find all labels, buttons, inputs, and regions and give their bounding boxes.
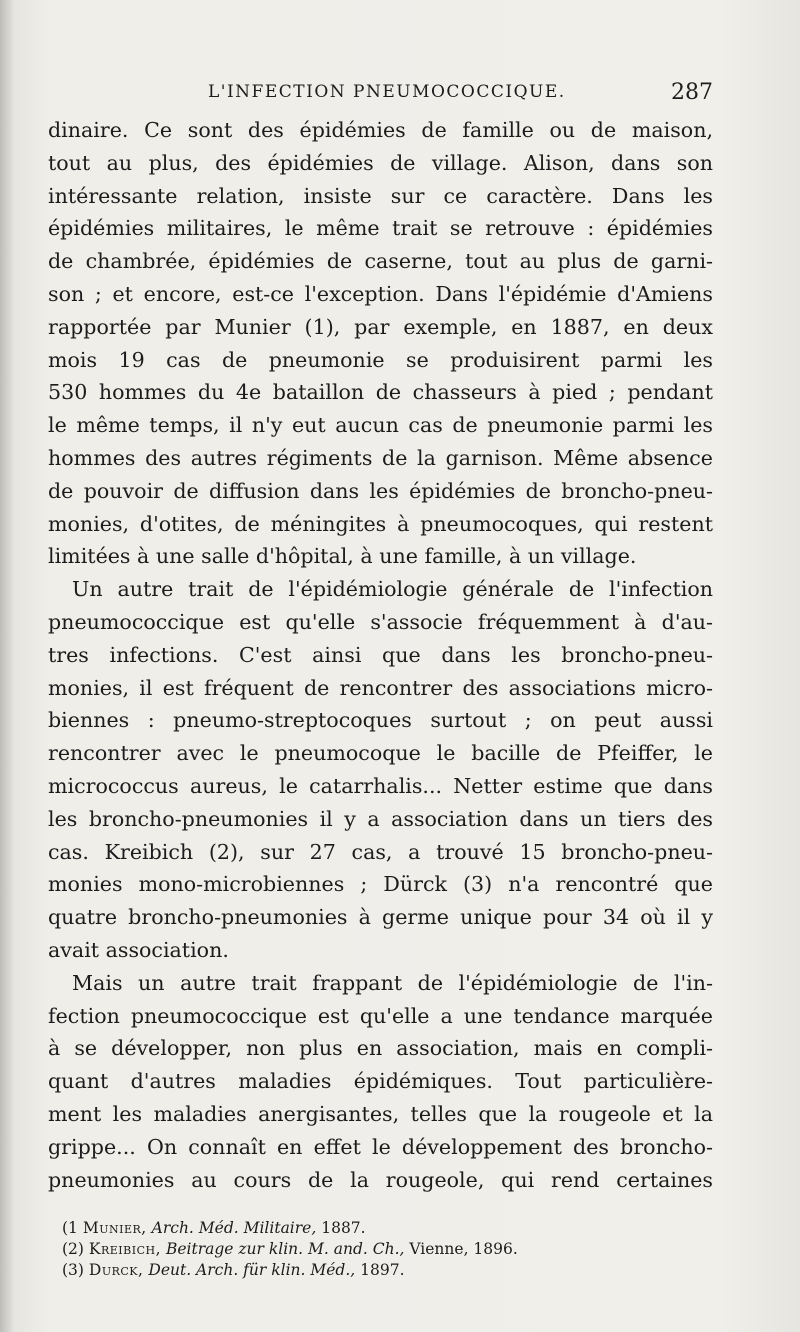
- text-line: avait association.: [48, 937, 229, 962]
- footnote: [62, 1218, 682, 1239]
- text-line: dinaire. Ce sont des épidémies de famille ou de maison,: [48, 118, 713, 142]
- footnote-number: (1: [62, 1219, 78, 1237]
- page-number: 287: [671, 80, 713, 105]
- text-line: grippe... On connaît en effet le développement des broncho-: [48, 1134, 713, 1159]
- footnote-number: (2): [62, 1240, 84, 1258]
- text-line: tres infections. C'est ainsi que dans les broncho-pneu-: [48, 642, 713, 667]
- text-line: fection pneumococcique est qu'elle a une tendance marquée: [48, 1003, 713, 1028]
- footnote-details: Vienne, 1896.: [409, 1240, 518, 1258]
- text-line: biennes : pneumo-streptocoques surtout ; on peut aussi: [48, 708, 713, 733]
- body-text: [48, 114, 713, 1196]
- text-line: de pouvoir de diffusion dans les épidémies de broncho-pneu-: [48, 478, 713, 503]
- text-line: épidémies militaires, le même trait se retrouve : épidémies: [48, 216, 713, 241]
- footnote-number: (3): [62, 1261, 84, 1279]
- text-line: pneumonies au cours de la rougeole, qui rend certaines: [48, 1167, 713, 1192]
- text-line: intéressante relation, insiste sur ce caractère. Dans les: [48, 183, 713, 208]
- text-line: hommes des autres régiments de la garnison. Même absence: [48, 445, 713, 470]
- footnote-details: 1887.: [321, 1219, 366, 1237]
- text-line: de chambrée, épidémies de caserne, tout au plus de garni-: [48, 249, 713, 274]
- text-line: son ; et encore, est-ce l'exception. Dans l'épidémie d'Amiens: [48, 281, 713, 306]
- text-line: à se développer, non plus en association, mais en compli-: [48, 1036, 713, 1061]
- text-line: cas. Kreibich (2), sur 27 cas, a trouvé 15 broncho-pneu-: [48, 839, 713, 864]
- text-line: Mais un autre trait frappant de l'épidémiologie de l'in-: [72, 970, 713, 995]
- text-line: micrococcus aureus, le catarrhalis... Netter estime que dans: [48, 773, 713, 798]
- page-edge-shadow: [0, 0, 14, 1332]
- text-line: ment les maladies anergisantes, telles que la rougeole et la: [48, 1101, 713, 1126]
- footnote-title: Arch. Méd. Militaire,: [151, 1219, 317, 1237]
- footnote-author: Durck,: [88, 1261, 144, 1279]
- page-header: [48, 80, 713, 112]
- footnote-author: Kreibich,: [88, 1240, 162, 1258]
- text-line: mois 19 cas de pneumonie se produisirent parmi les: [48, 347, 713, 372]
- text-line: monies mono-microbiennes ; Dürck (3) n'a rencontré que: [48, 872, 713, 897]
- text-line: Un autre trait de l'épidémiologie générale de l'infection: [72, 577, 713, 602]
- text-line: tout au plus, des épidémies de village. Alison, dans son: [48, 150, 713, 175]
- footnote: [62, 1260, 682, 1281]
- text-line: les broncho-pneumonies il y a association dans un tiers des: [48, 806, 713, 831]
- running-title: L'INFECTION PNEUMOCOCCIQUE.: [208, 82, 566, 102]
- footnotes: [62, 1218, 682, 1281]
- footnote-details: 1897.: [360, 1261, 405, 1279]
- text-line: monies, il est fréquent de rencontrer des associations micro-: [48, 675, 713, 700]
- text-line: le même temps, il n'y eut aucun cas de pneumonie parmi les: [48, 413, 713, 438]
- text-line: quant d'autres maladies épidémiques. Tout particulière-: [48, 1069, 713, 1094]
- footnote-title: Beitrage zur klin. M. and. Ch.,: [165, 1240, 405, 1258]
- footnote-title: Deut. Arch. für klin. Méd.,: [148, 1261, 356, 1279]
- text-line: 530 hommes du 4e bataillon de chasseurs à pied ; pendant: [48, 380, 713, 405]
- footnote: [62, 1239, 682, 1260]
- text-line: rapportée par Munier (1), par exemple, en 1887, en deux: [48, 314, 713, 339]
- text-line: limitées à une salle d'hôpital, à une famille, à un village.: [48, 544, 637, 569]
- text-line: monies, d'otites, de méningites à pneumocoques, qui restent: [48, 511, 713, 536]
- footnote-author: Munier,: [82, 1219, 147, 1237]
- text-line: quatre broncho-pneumonies à germe unique pour 34 où il y: [48, 905, 713, 930]
- text-line: rencontrer avec le pneumocoque le bacille de Pfeiffer, le: [48, 741, 713, 766]
- text-line: pneumococcique est qu'elle s'associe fréquemment à d'au-: [48, 609, 713, 634]
